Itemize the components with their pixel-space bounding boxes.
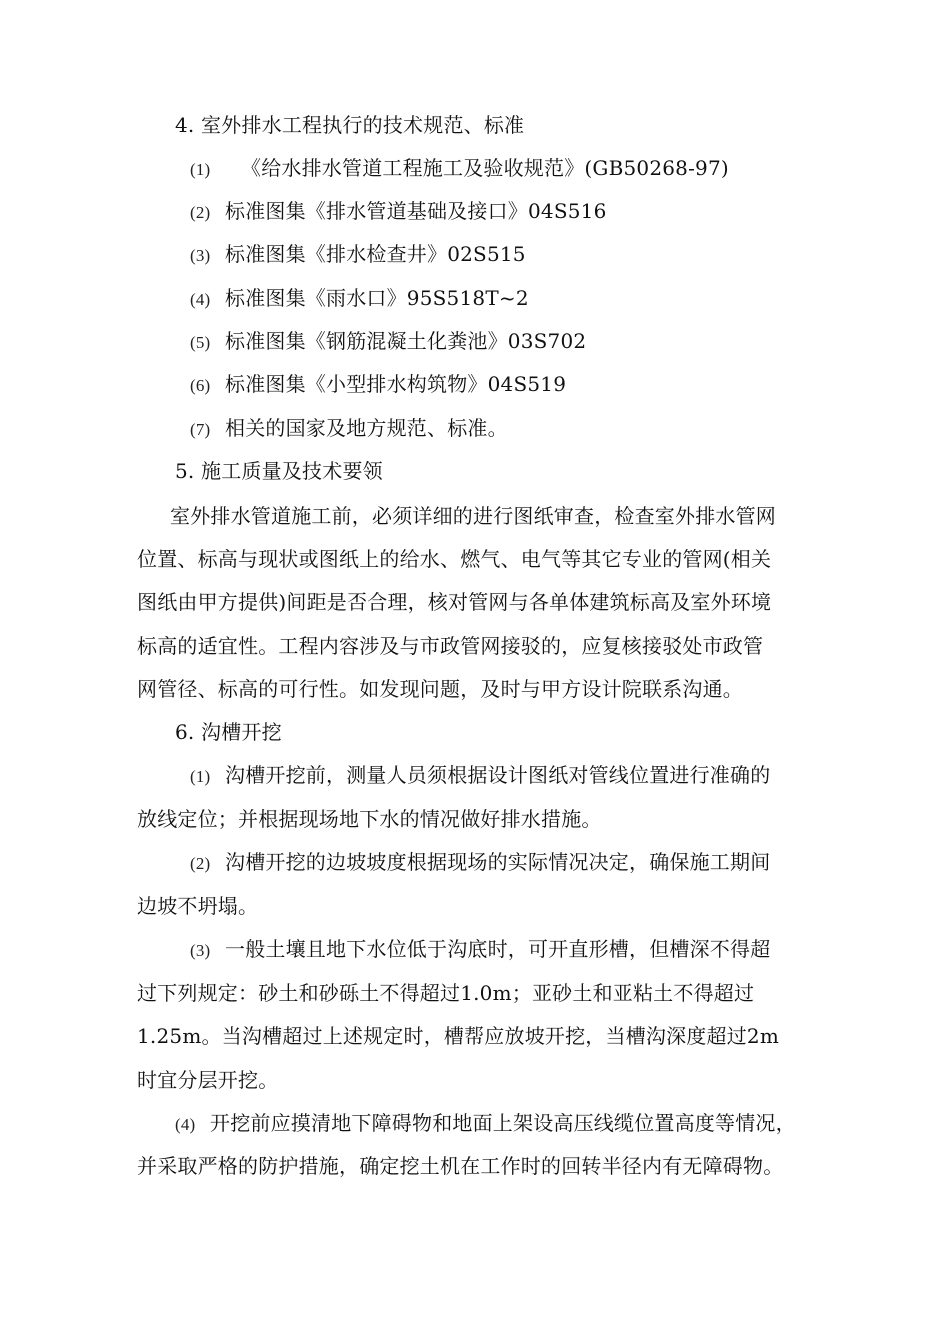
item-text: 标准图集《小型排水构筑物》04S519	[225, 372, 567, 396]
item-text: 标准图集《排水检查井》02S515	[225, 242, 526, 266]
paragraph-line: 并采取严格的防护措施，确定挖土机在工作时的回转半径内有无障碍物。	[137, 1154, 784, 1178]
item-text: 开挖前应摸清地下障碍物和地面上架设高压线缆位置高度等情况，	[210, 1111, 796, 1135]
list-item	[175, 1109, 796, 1139]
item-number: (1)	[190, 160, 211, 179]
item-number: (7)	[190, 420, 211, 439]
item-number: (4)	[175, 1115, 196, 1134]
item-number: (2)	[190, 854, 211, 873]
item-text: 沟槽开挖前，测量人员须根据设计图纸对管线位置进行准确的	[225, 763, 771, 787]
list-item	[190, 154, 729, 184]
item-number: (1)	[190, 767, 211, 786]
paragraph-line: 位置、标高与现状或图纸上的给水、燃气、电气等其它专业的管网(相关	[137, 547, 772, 571]
paragraph-line: 时宜分层开挖。	[137, 1068, 279, 1092]
item-number: (2)	[190, 203, 211, 222]
paragraph-line: 标高的适宜性。工程内容涉及与市政管网接驳的，应复核接驳处市政管	[137, 634, 764, 658]
paragraph-line: 网管径、标高的可行性。如发现问题，及时与甲方设计院联系沟通。	[137, 677, 743, 701]
paragraph-line: 过下列规定：砂土和砂砾土不得超过1.0m；亚砂土和亚粘土不得超过	[137, 981, 755, 1005]
item-number: (3)	[190, 941, 211, 960]
list-item	[190, 284, 529, 314]
item-text: 《给水排水管道工程施工及验收规范》(GB50268-97)	[241, 156, 729, 180]
paragraph-line: 放线定位；并根据现场地下水的情况做好排水措施。	[137, 807, 602, 831]
paragraph-line: 图纸由甲方提供)间距是否合理，核对管网与各单体建筑标高及室外环境	[137, 590, 772, 614]
item-number: (4)	[190, 290, 211, 309]
list-item	[190, 761, 770, 791]
list-item	[190, 935, 770, 965]
item-number: (5)	[190, 333, 211, 352]
section-4-heading: 4. 室外排水工程执行的技术规范、标准	[175, 113, 525, 137]
list-item	[190, 327, 586, 357]
item-text: 标准图集《雨水口》95S518T~2	[225, 286, 529, 310]
list-item	[190, 370, 566, 400]
item-text: 标准图集《排水管道基础及接口》04S516	[225, 199, 607, 223]
list-item	[190, 848, 770, 878]
item-text: 一般土壤且地下水位低于沟底时，可开直形槽，但槽深不得超	[225, 937, 771, 961]
item-text: 相关的国家及地方规范、标准。	[225, 416, 508, 440]
paragraph-line: 边坡不坍塌。	[137, 894, 259, 918]
item-text: 标准图集《钢筋混凝土化粪池》03S702	[225, 329, 587, 353]
section-5-heading: 5. 施工质量及技术要领	[175, 459, 383, 483]
item-text: 沟槽开挖的边坡坡度根据现场的实际情况决定，确保施工期间	[225, 850, 771, 874]
list-item	[190, 197, 607, 227]
list-item	[190, 414, 508, 444]
paragraph-line: 1.25m。当沟槽超过上述规定时，槽帮应放坡开挖，当槽沟深度超过2m	[137, 1024, 779, 1048]
item-number: (6)	[190, 376, 211, 395]
section-6-heading: 6. 沟槽开挖	[175, 720, 282, 744]
item-number: (3)	[190, 246, 211, 265]
paragraph-line: 室外排水管道施工前，必须详细的进行图纸审查，检查室外排水管网	[170, 504, 776, 528]
list-item	[190, 240, 526, 270]
